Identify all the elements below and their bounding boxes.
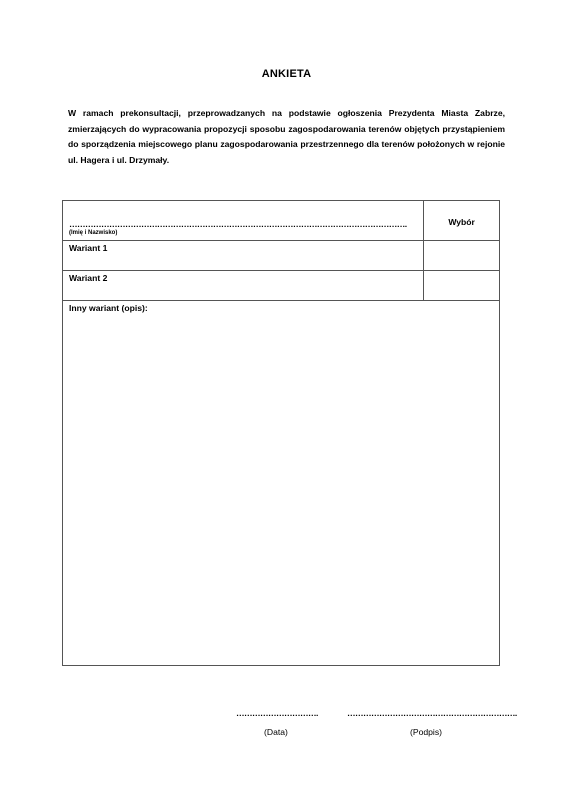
other-variant-cell[interactable] — [63, 301, 500, 666]
date-dots: …………………………. — [236, 708, 318, 718]
date-label: (Data) — [264, 727, 288, 737]
table-header-row — [63, 201, 500, 241]
name-field-dots: ………………………………………………………………………………………………………………. — [69, 219, 407, 229]
other-variant-row — [63, 301, 500, 666]
variant-2-row — [63, 271, 500, 301]
variant-1-label: Wariant 1 — [69, 243, 108, 253]
variant-1-label-cell — [63, 241, 424, 271]
variant-1-row — [63, 241, 500, 271]
choice-header-cell — [424, 201, 500, 241]
signature-label: (Podpis) — [410, 727, 442, 737]
variant-2-choice-cell[interactable] — [424, 271, 500, 301]
choice-header-label: Wybór — [448, 217, 475, 227]
signature-dots: ………………………………………………………. — [347, 708, 517, 718]
variant-2-label: Wariant 2 — [69, 273, 108, 283]
other-variant-label: Inny wariant (opis): — [69, 303, 148, 313]
variant-1-choice-cell[interactable] — [424, 241, 500, 271]
survey-table — [62, 200, 500, 666]
date-block — [236, 708, 316, 718]
variant-2-label-cell — [63, 271, 424, 301]
name-field-caption: (Imię i Nazwisko) — [69, 230, 118, 236]
signature-block — [347, 708, 517, 718]
document-title: ANKIETA — [261, 68, 312, 80]
name-cell[interactable] — [63, 201, 424, 241]
intro-paragraph: W ramach prekonsultacji, przeprowadzanych na podstawie ogłoszenia Prezydenta Miasta Zabrze, zmierzających do wypracowania propozycji sposobu zagospodarowania terenów objętych przystąpieniem do sporządzenia miejscowego planu zagospodarowania przestrzennego dla terenów położonych w rejonie ul. Hagera i ul. Drzymały. — [68, 108, 505, 165]
